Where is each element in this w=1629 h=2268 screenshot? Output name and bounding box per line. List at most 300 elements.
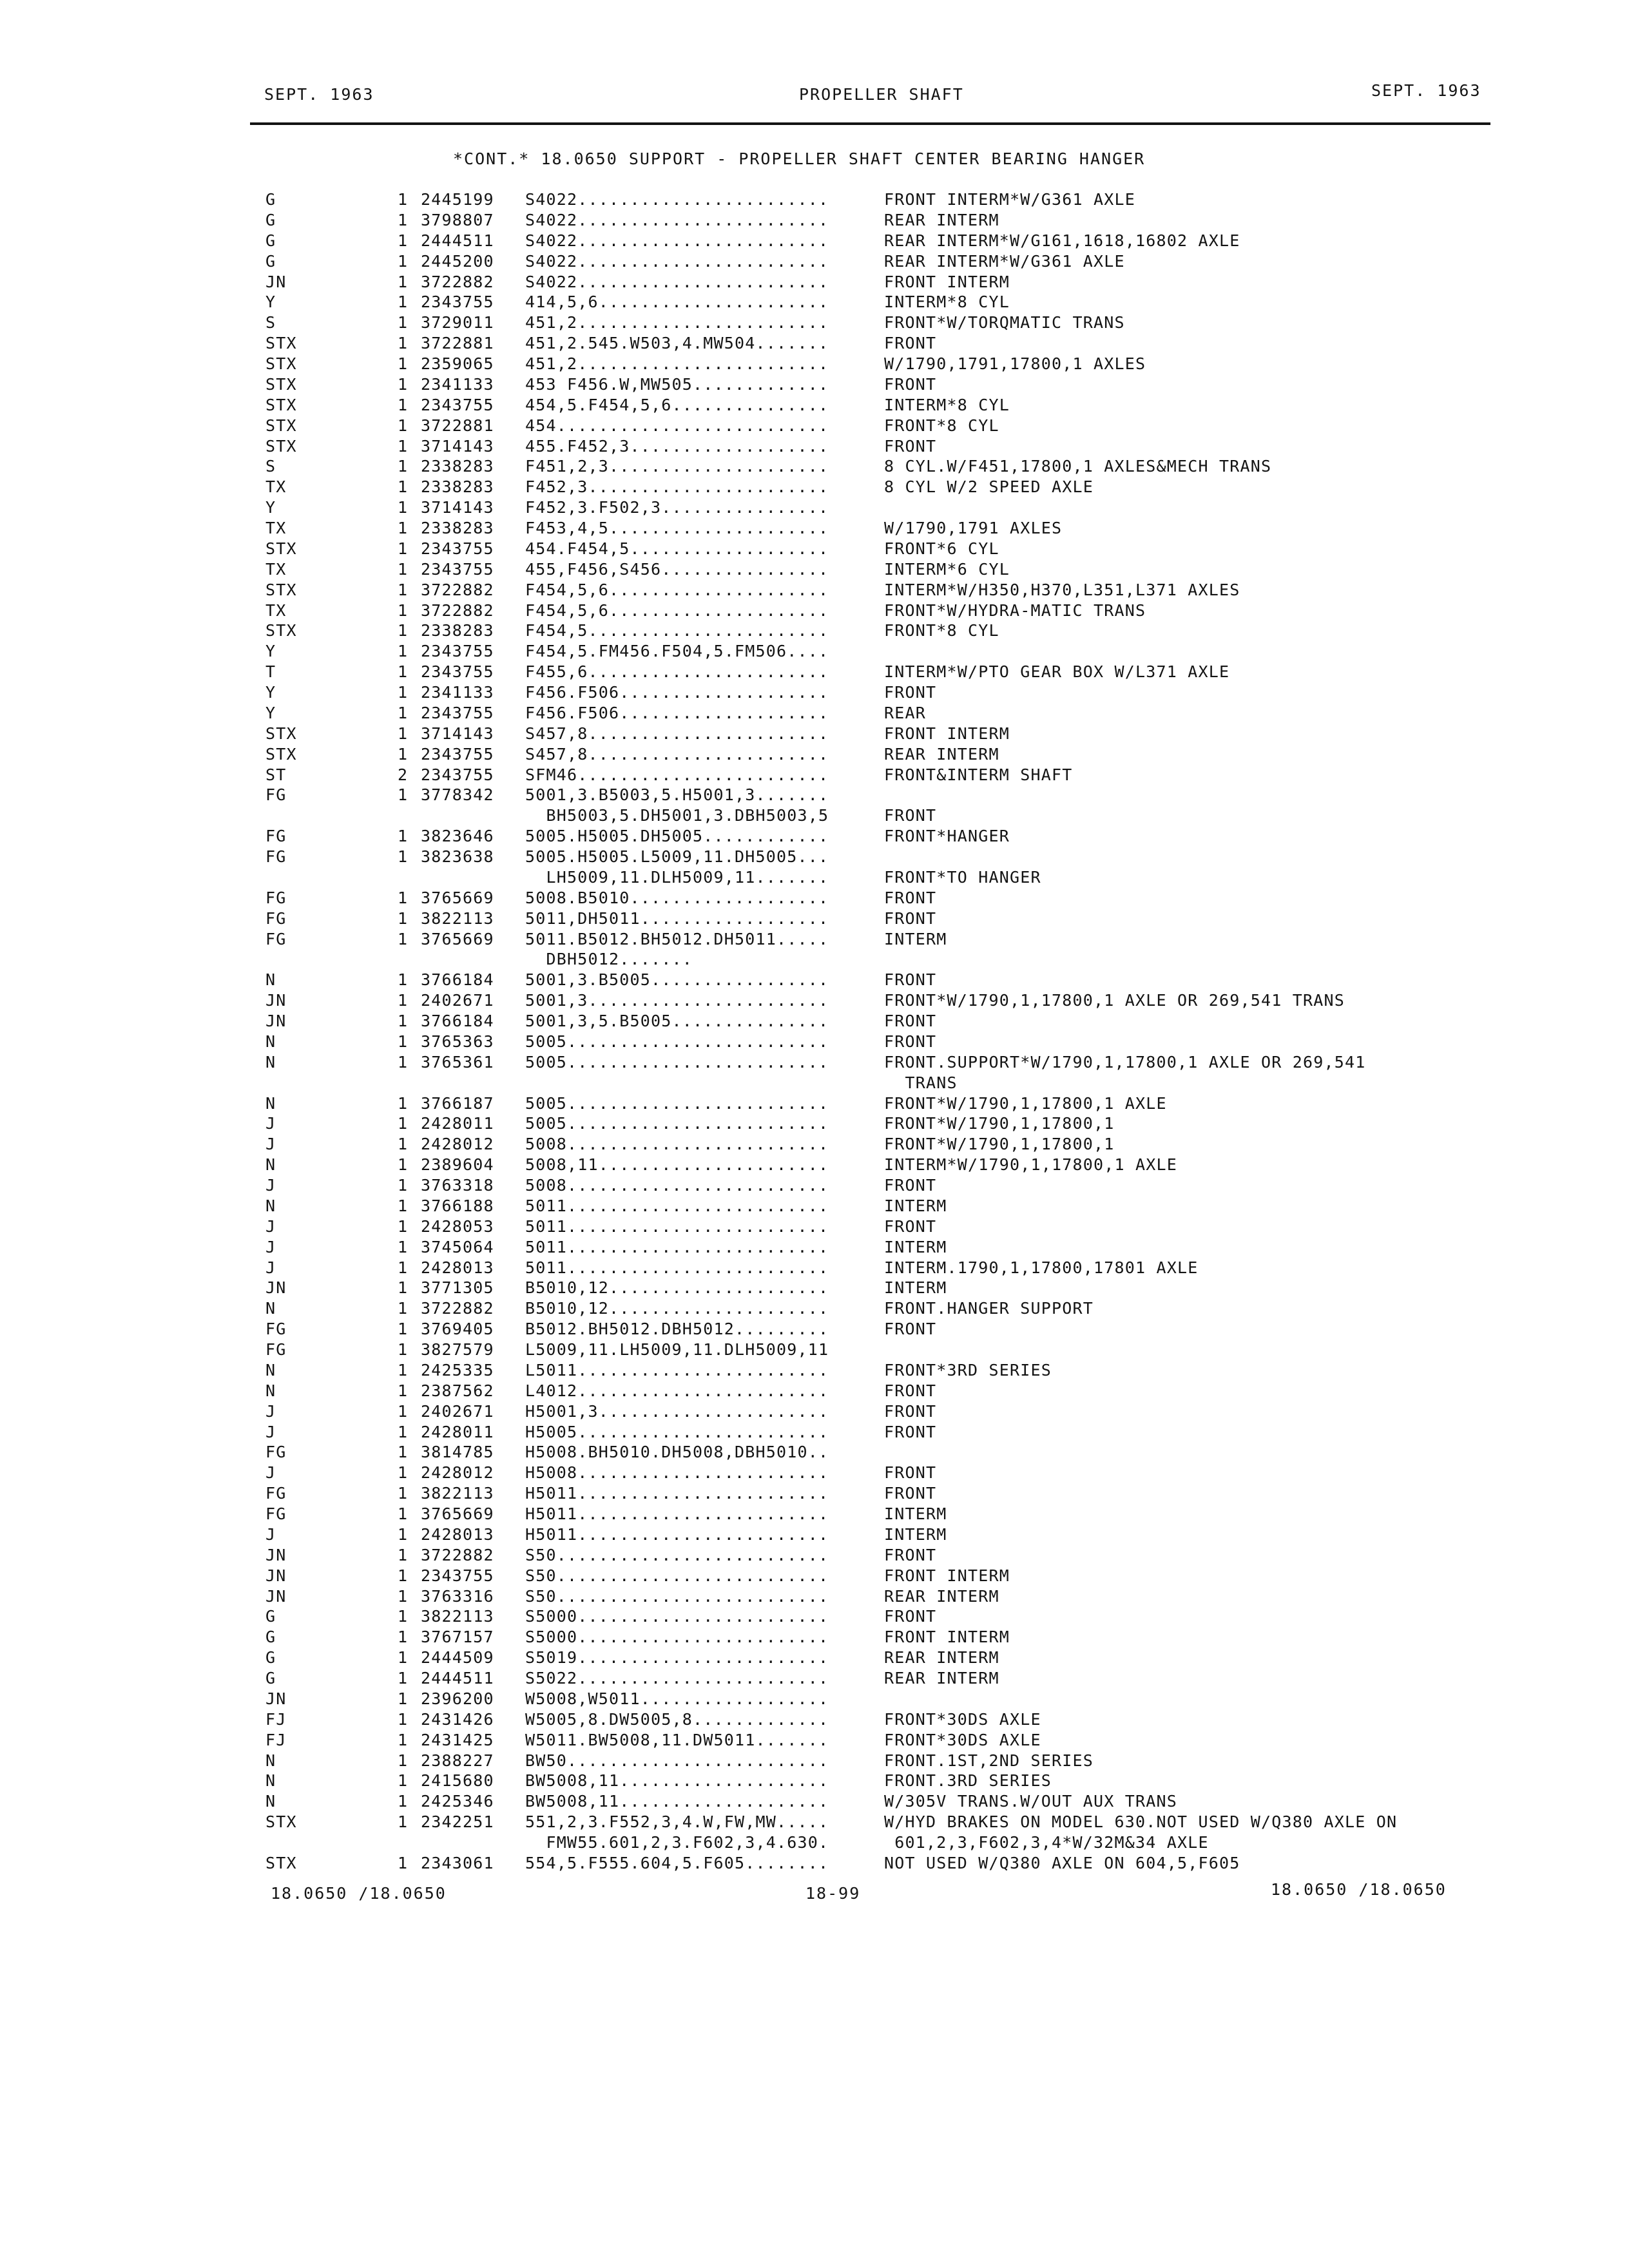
parts-listing xyxy=(0,189,1629,1874)
application: FMW55.601,2,3.F602,3,4.630. xyxy=(525,1833,829,1852)
part-number: 2402671 xyxy=(421,1401,494,1421)
description: FRONT xyxy=(884,1422,937,1441)
part-number: 2444509 xyxy=(421,1648,494,1667)
part-number: 2343755 xyxy=(421,744,494,764)
application: 5005.H5005.L5009,11.DH5005... xyxy=(525,847,829,866)
application: S457,8....................... xyxy=(525,744,829,764)
part-number: 2428012 xyxy=(421,1135,494,1154)
model-code: TX xyxy=(265,601,287,620)
section-title: *CONT.* 18.0650 SUPPORT - PROPELLER SHAFT CENTER BEARING HANGER xyxy=(453,149,1146,168)
part-number: 3765669 xyxy=(421,929,494,948)
header-title: PROPELLER SHAFT xyxy=(799,85,964,104)
part-number: 2402671 xyxy=(421,991,494,1010)
part-number: 3763318 xyxy=(421,1176,494,1195)
part-number: 3827579 xyxy=(421,1340,494,1359)
description: FRONT xyxy=(884,1176,937,1195)
part-number: 2338283 xyxy=(421,477,494,497)
description: FRONT*30DS AXLE xyxy=(884,1709,1041,1729)
list-item xyxy=(0,1340,1629,1360)
application: 5005......................... xyxy=(525,1032,829,1051)
model-code: STX xyxy=(265,580,297,599)
model-code: STX xyxy=(265,354,297,373)
list-item xyxy=(0,416,1629,436)
description: FRONT*W/1790,1,17800,1 AXLE OR 269,541 TRANS xyxy=(884,991,1345,1010)
part-number: 3823638 xyxy=(421,847,494,866)
quantity: 1 xyxy=(398,1278,409,1298)
list-item xyxy=(0,497,1629,518)
application: 5001,3.B5005................. xyxy=(525,970,829,990)
application: H5001,3...................... xyxy=(525,1401,829,1421)
list-item xyxy=(0,620,1629,641)
description: FRONT INTERM xyxy=(884,1566,1010,1585)
model-code: N xyxy=(265,970,276,990)
list-item xyxy=(0,888,1629,908)
model-code: JN xyxy=(265,1545,287,1564)
model-code: STX xyxy=(265,416,297,435)
description: NOT USED W/Q380 AXLE ON 604,5,F605 xyxy=(884,1853,1240,1872)
description: FRONT xyxy=(884,1012,937,1030)
quantity: 1 xyxy=(398,1524,409,1544)
quantity: 1 xyxy=(398,744,409,764)
part-number: 2389604 xyxy=(421,1155,494,1175)
part-number: 2415680 xyxy=(421,1771,494,1791)
description: FRONT*6 CYL xyxy=(884,539,999,558)
part-number: 3823646 xyxy=(421,827,494,846)
list-item xyxy=(0,908,1629,929)
quantity: 1 xyxy=(398,1648,409,1667)
model-code: STX xyxy=(265,436,297,456)
part-number: 3722881 xyxy=(421,416,494,435)
description: INTERM*W/1790,1,17800,1 AXLE xyxy=(884,1155,1178,1175)
application: 554,5.F555.604,5.F605........ xyxy=(525,1853,829,1872)
application: F454,5....................... xyxy=(525,621,829,640)
description: REAR INTERM xyxy=(884,210,999,229)
list-item xyxy=(0,231,1629,251)
application: BW5008,11.................... xyxy=(525,1792,829,1811)
model-code: G xyxy=(265,231,276,250)
model-code: N xyxy=(265,1052,276,1072)
model-code: G xyxy=(265,1628,276,1647)
description: FRONT.3RD SERIES xyxy=(884,1771,1052,1791)
model-code: STX xyxy=(265,539,297,558)
list-item xyxy=(0,1812,1629,1832)
part-number: 2343755 xyxy=(421,395,494,414)
quantity: 1 xyxy=(398,1484,409,1503)
description: TRANS xyxy=(884,1073,958,1092)
model-code: J xyxy=(265,1401,276,1421)
quantity: 1 xyxy=(398,662,409,682)
list-item xyxy=(0,641,1629,662)
list-item xyxy=(0,395,1629,416)
list-item xyxy=(0,990,1629,1011)
description: FRONT*W/1790,1,17800,1 AXLE xyxy=(884,1093,1167,1113)
quantity: 1 xyxy=(398,1340,409,1359)
description: FRONT xyxy=(884,888,937,907)
application: F452,3....................... xyxy=(525,477,829,497)
application: 5011,DH5011.................. xyxy=(525,908,829,928)
part-number: 3798807 xyxy=(421,210,494,229)
application: S50.......................... xyxy=(525,1586,829,1606)
application: B5012.BH5012.DBH5012......... xyxy=(525,1320,829,1339)
quantity: 1 xyxy=(398,1216,409,1236)
part-number: 2342251 xyxy=(421,1812,494,1832)
application: 451,2.545.W503,4.MW504....... xyxy=(525,334,829,353)
application: 5008......................... xyxy=(525,1135,829,1154)
list-item xyxy=(0,1237,1629,1258)
model-code: JN xyxy=(265,991,287,1010)
application: 451,2........................ xyxy=(525,354,829,373)
description: FRONT*W/TORQMATIC TRANS xyxy=(884,313,1125,332)
list-item xyxy=(0,1278,1629,1298)
quantity: 1 xyxy=(398,1237,409,1256)
part-number: 2431426 xyxy=(421,1709,494,1729)
application: 5001,3....................... xyxy=(525,991,829,1010)
application: 5008......................... xyxy=(525,1176,829,1195)
model-code: J xyxy=(265,1176,276,1195)
description: INTERM*W/PTO GEAR BOX W/L371 AXLE xyxy=(884,662,1230,682)
part-number: 3765361 xyxy=(421,1052,494,1072)
application: H5008........................ xyxy=(525,1463,829,1483)
model-code: FG xyxy=(265,847,287,866)
application: F451,2,3..................... xyxy=(525,457,829,476)
footer-ref-right: 18.0650 /18.0650 xyxy=(1271,1880,1447,1899)
list-item xyxy=(0,1011,1629,1032)
model-code: N xyxy=(265,1771,276,1791)
list-item xyxy=(0,601,1629,621)
application: S5022........................ xyxy=(525,1669,829,1687)
application: SFM46........................ xyxy=(525,765,829,784)
quantity: 1 xyxy=(398,1504,409,1523)
description: FRONT*W/1790,1,17800,1 xyxy=(884,1114,1115,1133)
model-code: J xyxy=(265,1422,276,1441)
model-code: FG xyxy=(265,908,287,928)
part-number: 2444511 xyxy=(421,1669,494,1687)
list-item xyxy=(0,1606,1629,1627)
description: FRONT xyxy=(884,1545,937,1564)
model-code: TX xyxy=(265,559,287,579)
application: 414,5,6...................... xyxy=(525,293,829,312)
list-item xyxy=(0,1483,1629,1504)
model-code: J xyxy=(265,1463,276,1483)
model-code: JN xyxy=(265,1278,287,1298)
description: W/1790,1791,17800,1 AXLES xyxy=(884,354,1146,373)
quantity: 1 xyxy=(398,1052,409,1072)
description: FRONT&INTERM SHAFT xyxy=(884,765,1073,784)
application: S50.......................... xyxy=(525,1545,829,1564)
model-code: J xyxy=(265,1524,276,1544)
list-item xyxy=(0,1422,1629,1443)
quantity: 1 xyxy=(398,334,409,353)
header-rule xyxy=(250,122,1490,125)
list-item xyxy=(0,1381,1629,1401)
quantity: 1 xyxy=(398,1792,409,1811)
application: 455.F452,3................... xyxy=(525,436,829,456)
application: DBH5012....... xyxy=(525,950,693,969)
model-code: STX xyxy=(265,374,297,394)
model-code: ST xyxy=(265,765,287,784)
application: F454,5,6..................... xyxy=(525,580,829,599)
list-item xyxy=(0,744,1629,765)
description: REAR xyxy=(884,703,927,722)
list-item xyxy=(0,785,1629,805)
quantity: 1 xyxy=(398,272,409,291)
list-item xyxy=(0,703,1629,724)
part-number: 2425335 xyxy=(421,1360,494,1379)
description: FRONT xyxy=(884,1463,937,1483)
description: INTERM xyxy=(884,929,947,948)
application: 5001,3,5.B5005............... xyxy=(525,1012,829,1030)
model-code: N xyxy=(265,1032,276,1051)
model-code: FG xyxy=(265,827,287,846)
description: REAR INTERM xyxy=(884,1648,999,1667)
quantity: 1 xyxy=(398,621,409,640)
quantity: 1 xyxy=(398,1258,409,1277)
part-number: 3745064 xyxy=(421,1237,494,1256)
quantity: 1 xyxy=(398,1586,409,1606)
quantity: 1 xyxy=(398,929,409,948)
application: F453,4,5..................... xyxy=(525,519,829,537)
part-number: 2428053 xyxy=(421,1216,494,1236)
quantity: 1 xyxy=(398,580,409,599)
application: 454.F454,5................... xyxy=(525,539,829,558)
description: REAR INTERM*W/G161,1618,16802 AXLE xyxy=(884,231,1240,250)
model-code: TX xyxy=(265,477,287,497)
quantity: 1 xyxy=(398,1360,409,1379)
list-item xyxy=(0,1791,1629,1812)
model-code: TX xyxy=(265,519,287,537)
description: INTERM.1790,1,17800,17801 AXLE xyxy=(884,1258,1199,1277)
list-item xyxy=(0,826,1629,847)
quantity: 1 xyxy=(398,683,409,702)
part-number: 3766187 xyxy=(421,1093,494,1113)
quantity: 1 xyxy=(398,1709,409,1729)
application: 5011......................... xyxy=(525,1196,829,1215)
part-number: 2445200 xyxy=(421,251,494,271)
part-number: 2338283 xyxy=(421,519,494,537)
model-code: Y xyxy=(265,683,276,702)
quantity: 1 xyxy=(398,1566,409,1585)
quantity: 1 xyxy=(398,1176,409,1195)
application: 5005......................... xyxy=(525,1114,829,1133)
description: REAR INTERM xyxy=(884,1669,999,1687)
application: 5008,11...................... xyxy=(525,1155,829,1175)
quantity: 1 xyxy=(398,1012,409,1030)
part-number: 2431425 xyxy=(421,1730,494,1749)
quantity: 1 xyxy=(398,724,409,743)
application: BW5008,11.................... xyxy=(525,1771,829,1791)
part-number: 2338283 xyxy=(421,621,494,640)
part-number: 3722882 xyxy=(421,601,494,620)
description: FRONT INTERM xyxy=(884,272,1010,291)
application: H5011........................ xyxy=(525,1524,829,1544)
list-item xyxy=(0,580,1629,601)
list-item xyxy=(0,1032,1629,1052)
part-number: 2343061 xyxy=(421,1853,494,1872)
quantity: 1 xyxy=(398,1114,409,1133)
quantity: 1 xyxy=(398,1463,409,1483)
list-item xyxy=(0,970,1629,990)
part-number: 2359065 xyxy=(421,354,494,373)
application: S4022........................ xyxy=(525,190,829,209)
list-item xyxy=(0,1853,1629,1874)
application: S4022........................ xyxy=(525,210,829,229)
application: F456.F506.................... xyxy=(525,683,829,702)
list-item xyxy=(0,436,1629,457)
part-number: 3722882 xyxy=(421,272,494,291)
description: FRONT*W/HYDRA-MATIC TRANS xyxy=(884,601,1146,620)
footer-ref-left: 18.0650 /18.0650 xyxy=(271,1884,447,1903)
list-item xyxy=(0,312,1629,333)
application: S50.......................... xyxy=(525,1566,829,1585)
part-number: 2343755 xyxy=(421,642,494,661)
model-code: FG xyxy=(265,1320,287,1339)
application: W5011.BW5008,11.DW5011....... xyxy=(525,1730,829,1749)
model-code: T xyxy=(265,662,276,682)
quantity: 1 xyxy=(398,539,409,558)
quantity: 1 xyxy=(398,1628,409,1647)
model-code: N xyxy=(265,1360,276,1379)
list-item xyxy=(0,1442,1629,1463)
list-item xyxy=(0,724,1629,744)
application: H5008.BH5010.DH5008,DBH5010.. xyxy=(525,1443,829,1462)
list-item xyxy=(0,189,1629,210)
quantity: 1 xyxy=(398,395,409,414)
quantity: 1 xyxy=(398,847,409,866)
list-item xyxy=(0,1504,1629,1524)
description: FRONT*8 CYL xyxy=(884,416,999,435)
description: INTERM*6 CYL xyxy=(884,559,1010,579)
model-code: FG xyxy=(265,1340,287,1359)
model-code: G xyxy=(265,190,276,209)
part-number: 3714143 xyxy=(421,498,494,517)
list-item xyxy=(0,272,1629,293)
model-code: N xyxy=(265,1751,276,1770)
description: FRONT xyxy=(884,374,937,394)
quantity: 1 xyxy=(398,1196,409,1215)
list-item xyxy=(0,210,1629,231)
list-item xyxy=(0,765,1629,785)
list-item xyxy=(0,374,1629,395)
model-code: FG xyxy=(265,929,287,948)
part-number: 3714143 xyxy=(421,724,494,743)
list-item xyxy=(0,1524,1629,1545)
description: FRONT xyxy=(884,1320,937,1339)
part-number: 2343755 xyxy=(421,662,494,682)
model-code: STX xyxy=(265,621,297,640)
description: FRONT.SUPPORT*W/1790,1,17800,1 AXLE OR 269,541 xyxy=(884,1052,1366,1072)
model-code: Y xyxy=(265,498,276,517)
list-item xyxy=(0,929,1629,950)
model-code: FG xyxy=(265,888,287,907)
quantity: 1 xyxy=(398,477,409,497)
part-number: 2338283 xyxy=(421,457,494,476)
list-item xyxy=(0,1832,1629,1853)
part-number: 3722882 xyxy=(421,1299,494,1318)
part-number: 2341133 xyxy=(421,374,494,394)
application: BH5003,5.DH5001,3.DBH5003,5 xyxy=(525,806,829,825)
application: F456.F506.................... xyxy=(525,703,829,722)
description: FRONT xyxy=(884,970,937,990)
description: FRONT xyxy=(884,1607,937,1626)
quantity: 1 xyxy=(398,457,409,476)
quantity: 1 xyxy=(398,1443,409,1462)
list-item xyxy=(0,1730,1629,1751)
quantity: 1 xyxy=(398,1730,409,1749)
description: REAR INTERM xyxy=(884,744,999,764)
list-item xyxy=(0,518,1629,539)
application: S4022........................ xyxy=(525,272,829,291)
part-number: 2343755 xyxy=(421,703,494,722)
description: INTERM*W/H350,H370,L351,L371 AXLES xyxy=(884,580,1240,599)
application: S5000........................ xyxy=(525,1628,829,1647)
model-code: G xyxy=(265,1607,276,1626)
description: FRONT*HANGER xyxy=(884,827,1010,846)
part-number: 3766184 xyxy=(421,970,494,990)
quantity: 1 xyxy=(398,1812,409,1832)
description: 601,2,3,F602,3,4*W/32M&34 AXLE xyxy=(884,1833,1209,1852)
part-number: 3722882 xyxy=(421,580,494,599)
description: FRONT*W/1790,1,17800,1 xyxy=(884,1135,1115,1154)
application: 5011.B5012.BH5012.DH5011..... xyxy=(525,929,829,948)
description: REAR INTERM*W/G361 AXLE xyxy=(884,251,1125,271)
quantity: 1 xyxy=(398,559,409,579)
model-code: JN xyxy=(265,1689,287,1708)
list-item xyxy=(0,1401,1629,1422)
description: FRONT xyxy=(884,334,937,353)
part-number: 2387562 xyxy=(421,1381,494,1400)
model-code: G xyxy=(265,251,276,271)
quantity: 1 xyxy=(398,888,409,907)
list-item xyxy=(0,1627,1629,1648)
application: 453 F456.W,MW505............. xyxy=(525,374,829,394)
part-number: 3778342 xyxy=(421,785,494,805)
list-item xyxy=(0,805,1629,826)
model-code: Y xyxy=(265,293,276,312)
model-code: STX xyxy=(265,744,297,764)
description: INTERM xyxy=(884,1196,947,1215)
header-date-left: SEPT. 1963 xyxy=(264,85,374,104)
application: F454,5.FM456.F504,5.FM506.... xyxy=(525,642,829,661)
application: L5009,11.LH5009,11.DLH5009,11 xyxy=(525,1340,829,1359)
model-code: Y xyxy=(265,703,276,722)
model-code: J xyxy=(265,1216,276,1236)
model-code: FG xyxy=(265,785,287,805)
description: FRONT xyxy=(884,1032,937,1051)
description: FRONT xyxy=(884,1216,937,1236)
application: 451,2........................ xyxy=(525,313,829,332)
quantity: 1 xyxy=(398,498,409,517)
list-item xyxy=(0,1586,1629,1607)
list-item xyxy=(0,292,1629,312)
model-code: J xyxy=(265,1237,276,1256)
part-number: 2343755 xyxy=(421,765,494,784)
part-number: 2343755 xyxy=(421,293,494,312)
description: FRONT xyxy=(884,683,937,702)
part-number: 3822113 xyxy=(421,1484,494,1503)
quantity: 1 xyxy=(398,519,409,537)
model-code: G xyxy=(265,1648,276,1667)
part-number: 3766184 xyxy=(421,1012,494,1030)
part-number: 3765669 xyxy=(421,888,494,907)
application: 454.......................... xyxy=(525,416,829,435)
application: 5005......................... xyxy=(525,1093,829,1113)
quantity: 1 xyxy=(398,1299,409,1318)
description: INTERM*8 CYL xyxy=(884,395,1010,414)
list-item xyxy=(0,682,1629,703)
description: INTERM xyxy=(884,1278,947,1298)
part-number: 2428012 xyxy=(421,1463,494,1483)
description: 8 CYL.W/F451,17800,1 AXLES&MECH TRANS xyxy=(884,457,1272,476)
